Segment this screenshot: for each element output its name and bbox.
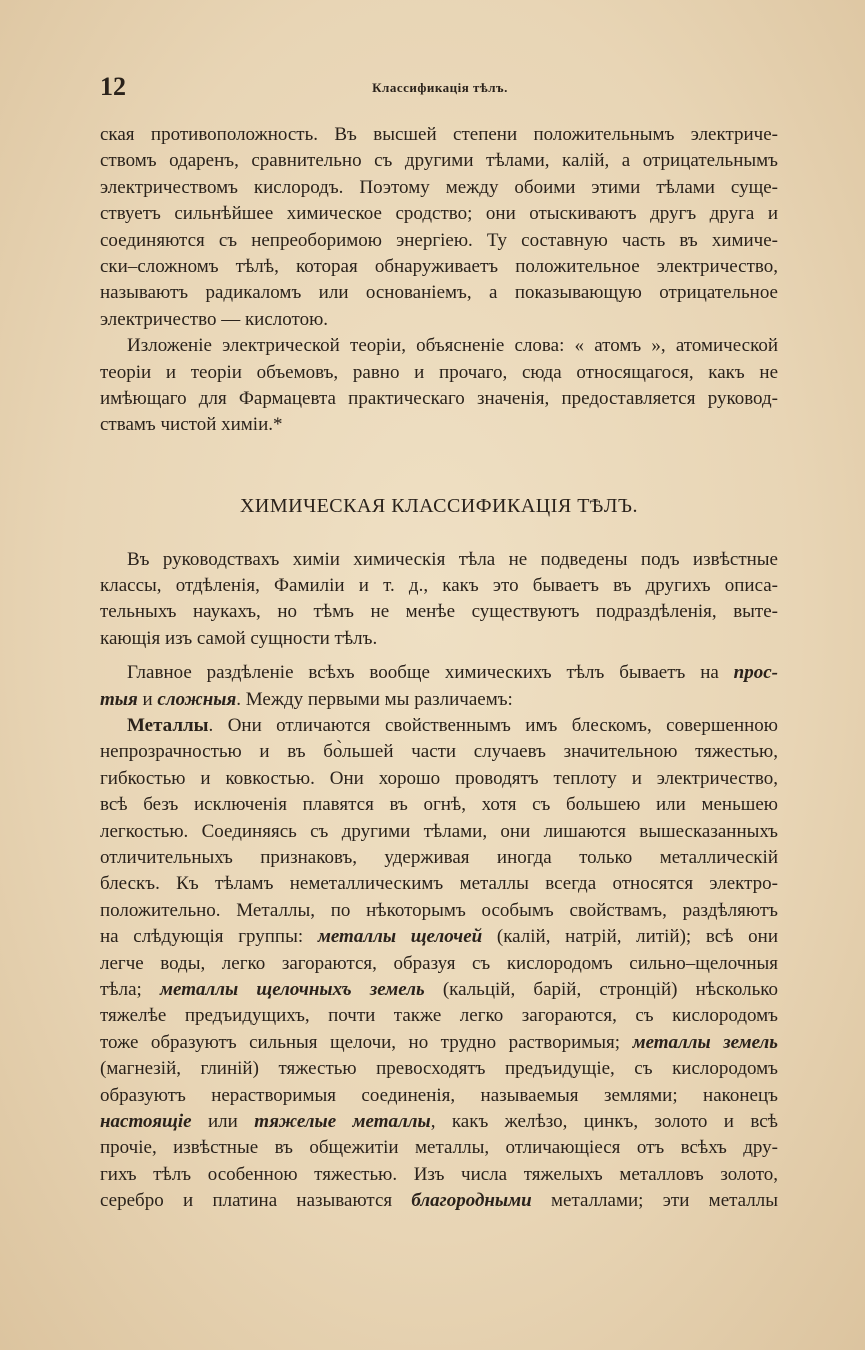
text-line: ская противоположность. Въ высшей степени положительнымъ электриче- bbox=[100, 124, 778, 145]
text-line bbox=[100, 1188, 778, 1214]
text-line: электричество — кислотою. bbox=[100, 308, 329, 330]
term-metals: Металлы bbox=[127, 715, 209, 737]
page-number: 12 bbox=[100, 72, 126, 101]
emphasis: металлы земель bbox=[632, 1031, 778, 1053]
text-line: ски–сложномъ тѣлѣ, которая обнаруживаетъ положительное электричество, bbox=[100, 255, 778, 277]
text-run: . Они отличаются свойственнымъ имъ блескомъ, совершенною bbox=[208, 715, 778, 737]
running-head: Классификація тѣлъ. bbox=[372, 80, 508, 95]
text-run: или bbox=[191, 1110, 255, 1132]
text-line: тяжелѣе предъидущихъ, почти также легко загораются, съ кислородомъ bbox=[100, 1005, 778, 1027]
text-line: Въ руководствахъ химіи химическія тѣла не подведены подъ извѣстные bbox=[127, 548, 778, 570]
text-line bbox=[100, 687, 778, 713]
text-run: металлами; эти металлы bbox=[531, 1190, 778, 1212]
emphasis: тяжелые металлы bbox=[254, 1110, 431, 1132]
emphasis: благородными bbox=[411, 1190, 532, 1212]
text-line: ствуетъ сильнѣйшее химическое сродство; они отыскиваютъ другъ друга и bbox=[100, 203, 778, 225]
text-line: называютъ радикаломъ или основаніемъ, а показывающую отрицательное bbox=[100, 282, 778, 304]
text-line bbox=[100, 660, 778, 686]
text-line: теоріи и теоріи объемовъ, равно и прочаго, сюда относящагося, какъ не bbox=[100, 361, 778, 383]
emphasis: настоящіе bbox=[100, 1110, 192, 1132]
text-line bbox=[100, 977, 778, 1003]
text-line: тельныхъ наукахъ, но тѣмъ не менѣе существуютъ подраздѣленія, выте- bbox=[100, 601, 778, 623]
text-line: положительно. Металлы, по нѣкоторымъ особымъ свойствамъ, раздѣляютъ bbox=[100, 899, 778, 921]
text-line: легкостью. Соединяясь съ другими тѣлами, они лишаются вышесказанныхъ bbox=[100, 820, 778, 842]
text-line: (магнезій, глиній) тяжестью превосходятъ предъидущіе, съ кислородомъ bbox=[100, 1058, 778, 1080]
text-line: имѣющаго для Фармацевта практическаго значенія, предоставляется руковод- bbox=[100, 387, 778, 409]
text-line bbox=[100, 924, 778, 950]
text-run: и bbox=[137, 688, 158, 710]
text-run: , какъ желѣзо, цинкъ, золото и всѣ bbox=[430, 1110, 778, 1132]
text-line: гихъ тѣлъ особенною тяжестью. Изъ числа тяжелыхъ металловъ золото, bbox=[100, 1163, 778, 1185]
body-text bbox=[100, 122, 778, 1214]
text-line: образуютъ нерастворимыя соединенія, называемыя землями; наконецъ bbox=[100, 1084, 778, 1106]
text-line: ствамъ чистой химіи.* bbox=[100, 414, 283, 436]
text-run: серебро и платина называются bbox=[100, 1190, 412, 1212]
emphasis: металлы щелочей bbox=[317, 926, 483, 948]
text-line: ствомъ одаренъ, сравнительно съ другими тѣлами, калій, а отрицательнымъ bbox=[100, 150, 778, 172]
text-line: классы, отдѣленія, Фамиліи и т. д., какъ это бываетъ въ другихъ описа- bbox=[100, 575, 778, 597]
text-line bbox=[100, 713, 778, 739]
paragraph-electric-theory bbox=[100, 333, 778, 439]
text-line bbox=[100, 1030, 778, 1056]
text-line: электричествомъ кислородъ. Поэтому между обоими этими тѣлами суще- bbox=[100, 176, 778, 198]
emphasis: металлы щелочныхъ земель bbox=[160, 978, 425, 1000]
emphasis: тыя bbox=[100, 688, 138, 710]
text-line: прочіе, извѣстные въ общежитіи металлы, отличающіеся отъ всѣхъ дру- bbox=[100, 1137, 778, 1159]
text-run: (кальцій, барій, стронцій) нѣсколько bbox=[424, 978, 779, 1000]
text-line: Изложеніе электрической теоріи, объясненіе слова: « атомъ », атомической bbox=[127, 335, 778, 357]
text-line bbox=[100, 1109, 778, 1135]
section-heading: ХИМИЧЕСКАЯ КЛАССИФИКАЦІЯ ТѢЛЪ. bbox=[239, 494, 639, 517]
text-run: (калій, натрій, литій); всѣ они bbox=[482, 926, 779, 948]
text-line: всѣ безъ исключенія плавятся въ огнѣ, хотя съ большею или меньшею bbox=[100, 794, 778, 816]
emphasis: сложныя bbox=[157, 688, 237, 710]
paragraph-metals bbox=[100, 713, 778, 1214]
emphasis: прос- bbox=[733, 662, 778, 684]
text-run: на слѣдующія группы: bbox=[100, 926, 318, 948]
text-line: непрозрачностью и въ бо̀льшей части случаевъ значительною тяжестью, bbox=[100, 741, 778, 763]
page-header bbox=[100, 72, 780, 102]
text-run: . Между первыми мы различаемъ: bbox=[236, 688, 513, 710]
text-line: гибкостью и ковкостью. Они хорошо проводятъ теплоту и электричество, bbox=[100, 767, 778, 789]
paragraph-main-division bbox=[100, 660, 778, 713]
paragraph-classification-intro bbox=[100, 547, 778, 653]
text-line: блескъ. Къ тѣламъ неметаллическимъ металлы всегда относятся электро- bbox=[100, 873, 778, 895]
text-run: тѣла; bbox=[100, 978, 161, 1000]
text-line: соединяются съ непреоборимою энергіею. Ту составную часть въ химиче- bbox=[100, 229, 778, 251]
text-line: кающія изъ самой сущности тѣлъ. bbox=[100, 627, 378, 649]
text-line: отличительныхъ признаковъ, удерживая иногда только металлическій bbox=[100, 846, 778, 868]
text-line: легче воды, легко загораются, образуя съ кислородомъ сильно–щелочныя bbox=[100, 952, 778, 974]
text-run: тоже образуютъ сильныя щелочи, но трудно растворимыя; bbox=[100, 1031, 633, 1053]
paragraph-electric-opposition bbox=[100, 122, 778, 333]
text-run: Главное раздѣленіе всѣхъ вообще химическихъ тѣлъ бываетъ на bbox=[127, 662, 734, 684]
